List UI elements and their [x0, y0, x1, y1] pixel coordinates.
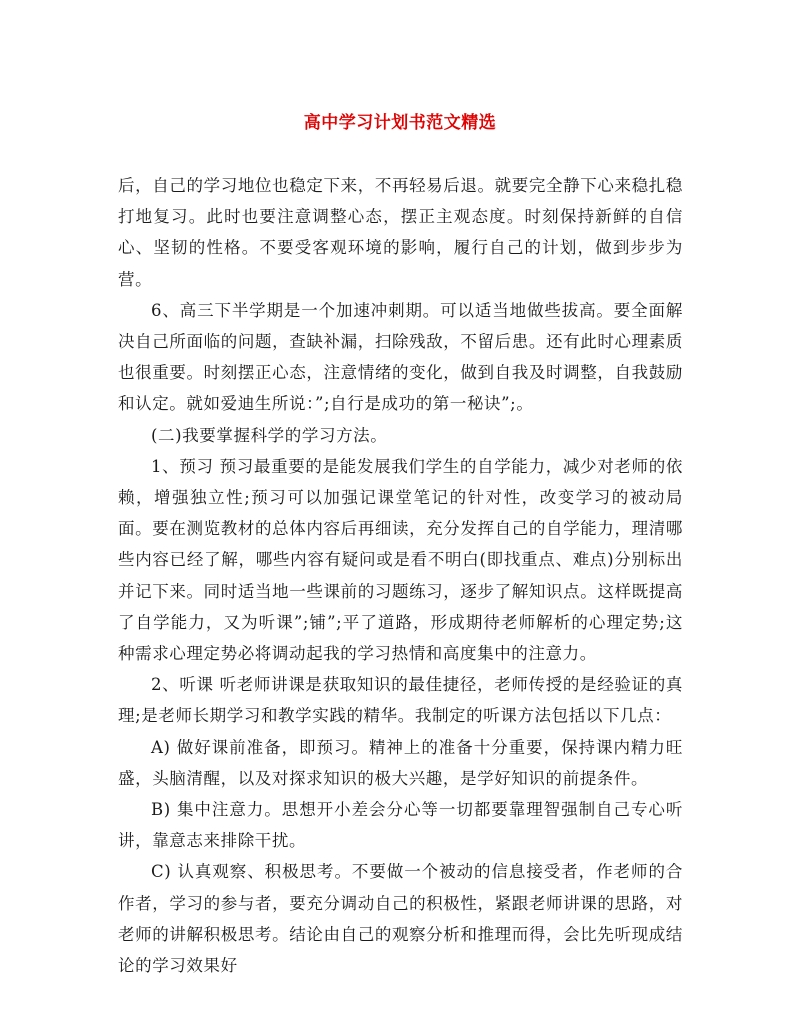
list-item-c: C) 认真观察、积极思考。不要做一个被动的信息接受者，作老师的合作者，学习的参与者，要充分调动自己的积极性，紧跟老师讲课的思路，对老师的讲解积极思考。结论由自己的观察分析和推理而得，会比先听现成结论的学习效果好: [118, 862, 683, 976]
section-heading-study-methods: (二)我要掌握科学的学习方法。: [151, 425, 388, 445]
document-body: [118, 170, 683, 981]
paragraph-continuation: 后，自己的学习地位也稳定下来，不再轻易后退。就要完全静下心来稳扎稳打地复习。此时也要注意调整心态，摆正主观态度。时刻保持新鲜的自信心、坚韧的性格。不要受客观环境的影响，履行自己的计划，做到步步为营。: [118, 176, 683, 289]
paragraph-preview: 1、预习 预习最重要的是能发展我们学生的自学能力，减少对老师的依赖，增强独立性;预习可以加强记课堂笔记的针对性，改变学习的被动局面。要在测览教材的总体内容后再细读，充分发挥自己的自学能力，理清哪些内容已经了解，哪些内容有疑问或是看不明白(即找重点、难点)分别标出并记下来。同时适当地一些课前的习题练习，逐步了解知识点。这样既提高了自学能力，又为听课”;铺”;平了道路，形成期待老师解析的心理定势;这种需求心理定势必将调动起我的学习热情和高度集中的注意力。: [118, 456, 683, 664]
paragraph-senior-three-sprint: 6、高三下半学期是一个加速冲刺期。可以适当地做些拔高。要全面解决自己所面临的问题，查缺补漏，扫除残敌，不留后患。还有此时心理素质也很重要。时刻摆正心态，注意情绪的变化，做到自我及时调整，自我鼓励和认定。就如爱迪生所说：”;自行是成功的第一秘诀”;。: [118, 300, 683, 414]
document-title: 高中学习计划书范文精选: [303, 113, 497, 133]
paragraph-listening: 2、听课 听老师讲课是获取知识的最佳捷径，老师传授的是经验证的真理;是老师长期学习和教学实践的精华。我制定的听课方法包括以下几点：: [118, 675, 683, 726]
list-item-a: A) 做好课前准备，即预习。精神上的准备十分重要，保持课内精力旺盛，头脑清醒，以及对探求知识的极大兴趣，是学好知识的前提条件。: [118, 737, 683, 788]
list-item-b: B) 集中注意力。思想开小差会分心等一切都要靠理智强制自己专心听讲，靠意志来排除干扰。: [118, 800, 683, 851]
